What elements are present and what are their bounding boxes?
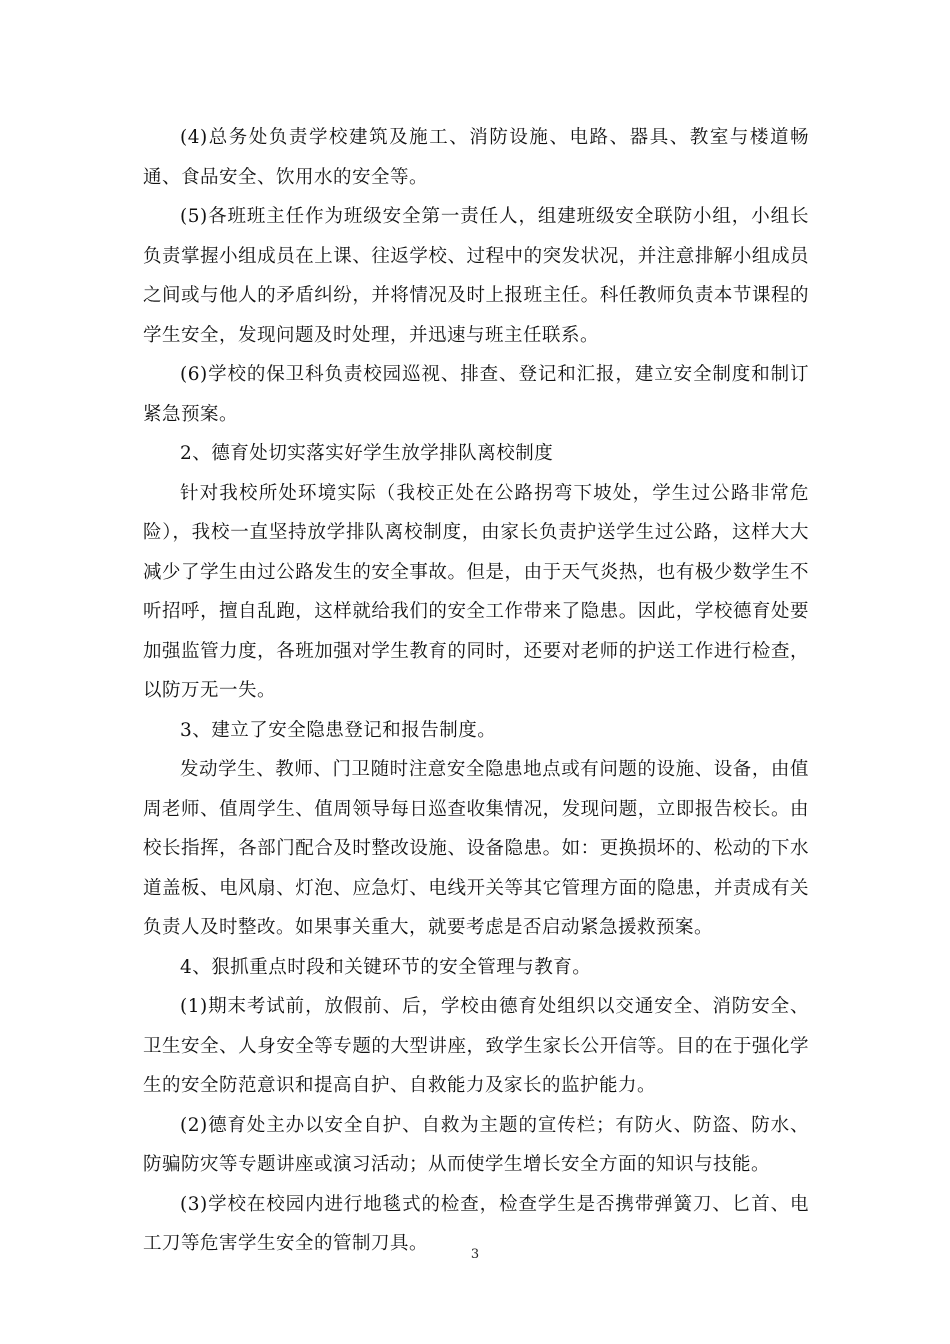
- paragraph-item-3-inspection: (3)学校在校园内进行地毯式的检查，检查学生是否携带弹簧刀、匕首、电工刀等危害学生安全的管制刀具。: [143, 1193, 809, 1254]
- page-number: 3: [470, 1247, 480, 1262]
- section-heading-4: 4、狠抓重点时段和关键环节的安全管理与教育。: [180, 956, 592, 978]
- paragraph-item-2-bulletin: (2)德育处主办以安全自护、自救为主题的宣传栏；有防火、防盗、防水、防骗防灾等专题讲座或演习活动；从而使学生增长安全方面的知识与技能。: [143, 1114, 809, 1175]
- paragraph-item-4-general-affairs: (4)总务处负责学校建筑及施工、消防设施、电路、器具、教室与楼道畅通、食品安全、饮用水的安全等。: [143, 127, 809, 188]
- section-heading-2: 2、德育处切实落实好学生放学排队离校制度: [180, 443, 554, 464]
- paragraph-item-5-class-teacher: (5)各班班主任作为班级安全第一责任人，组建班级安全联防小组，小组长负责掌握小组成员在上课、往返学校、过程中的突发状况，并注意排解小组成员之间或与他人的矛盾纠纷，并将情况及时上报班主任。科任教师负责本节课程的学生安全，发现问题及时处理，并迅速与班主任联系。: [143, 206, 809, 346]
- paragraph-hazard-reporting: 发动学生、教师、门卫随时注意安全隐患地点或有问题的设施、设备，由值周老师、值周学生、值周领导每日巡查收集情况，发现问题，立即报告校长。由校长指挥，各部门配合及时整改设施、设备隐患。如：更换损坏的、松动的下水道盖板、电风扇、灯泡、应急灯、电线开关等其它管理方面的隐患，并责成有关负责人及时整改。如果事关重大，就要考虑是否启动紧急援救预案。: [143, 759, 809, 938]
- section-heading-3: 3、建立了安全隐患登记和报告制度。: [180, 719, 497, 741]
- paragraph-item-6-security-section: (6)学校的保卫科负责校园巡视、排查、登记和汇报，建立安全制度和制订紧急预案。: [143, 364, 809, 425]
- paragraph-dismissal-policy: 针对我校所处环境实际（我校正处在公路拐弯下坡处，学生过公路非常危险），我校一直坚持放学排队离校制度，由家长负责护送学生过公路，这样大大减少了学生由过公路发生的安全事故。但是，由于天气炎热，也有极少数学生不听招呼，擅自乱跑，这样就给我们的安全工作带来了隐患。因此，学校德育处要加强监管力度，各班加强对学生教育的同时，还要对老师的护送工作进行检查，以防万无一失。: [143, 482, 809, 701]
- paragraph-item-1-lectures: (1)期末考试前，放假前、后，学校由德育处组织以交通安全、消防安全、卫生安全、人身安全等专题的大型讲座，致学生家长公开信等。目的在于强化学生的安全防范意识和提高自护、自救能力及家长的监护能力。: [143, 996, 809, 1096]
- document-body: [143, 118, 809, 1264]
